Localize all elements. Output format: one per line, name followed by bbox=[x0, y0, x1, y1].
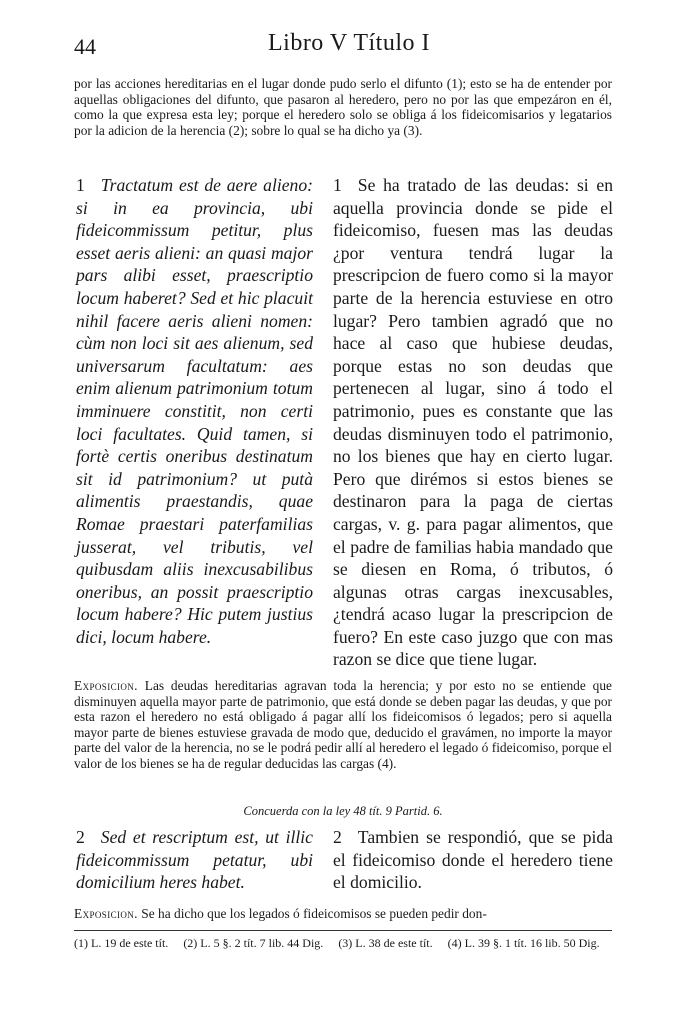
running-head: Libro V Título I bbox=[267, 30, 430, 56]
exposicion-2 bbox=[74, 906, 612, 922]
exposicion-body-2: Se ha dicho que los legados ó fideicomisos se pueden pedir don- bbox=[141, 906, 487, 921]
concordance-note: Concuerda con la ley 48 tít. 9 Partid. 6. bbox=[243, 804, 443, 818]
footnote-divider bbox=[74, 930, 612, 931]
latin-number-2: 2 bbox=[76, 827, 85, 847]
spanish-text-1 bbox=[333, 174, 613, 671]
spanish-number-2: 2 bbox=[333, 827, 342, 847]
intro-paragraph: por las acciones hereditarias en el lugar donde pudo serlo el difunto (1); esto se ha de entender por aquellas obligaciones del difunto, que pasaron al heredero, pero no por las que empezáron en él, como la que expresa esta ley; porque el heredero solo se obliga á los fideicomisarios y legatarios por la adicion de la herencia (2); sobre lo qual se ha dicho ya (3). bbox=[74, 76, 612, 138]
footnote: (2) L. 5 §. 2 tít. 7 lib. 44 Dig. bbox=[183, 936, 324, 950]
latin-text-2 bbox=[76, 826, 313, 894]
exposicion-body-1: Las deudas hereditarias agravan toda la herencia; y por esto no se entiende que disminuyen aquella mayor parte de patrimonio, que está donde se deben pagar las deudas, y que por esta razon el heredero no está obligado á pagar allí los fideicomisos ó legados; pero si aquella mayor parte de bienes estuviese gravada de modo que, deducido el gravámen, no importe la mayor parte del valor de la herencia, no se le podrá pedir allí al heredero el legado ó fideicomiso, porque el valor de los bienes se ha de regular deducidas las cargas (4). bbox=[74, 678, 612, 771]
footnote: (3) L. 38 de este tít. bbox=[338, 936, 433, 950]
exposicion-1 bbox=[74, 678, 612, 771]
spanish-body-2: Tambien se respondió, que se pida el fideicomiso donde el heredero tiene el domicilio. bbox=[333, 827, 613, 893]
latin-number-1: 1 bbox=[76, 175, 85, 195]
spanish-body-1: Se ha tratado de las deudas: si en aquella provincia donde se pide el fideicomiso, fuesen mas las deudas ¿por ventura tendrá lugar la prescripcion de fuero como si la mayor parte de la herencia estuviese en otro lugar? Pero tambien agradó que no hace al caso que hubiese deudas, porque estas no son deudas que pertenecen al lugar, sino á todo el patrimonio, pues es constante que las deudas disminuyen todo el patrimonio, no los bienes que hay en cierto lugar. Pero que dirémos si estos bienes se destinaron para la paga de ciertas cargas, v. g. para pagar alimentos, que el padre de familias habia mandado que se diesen en Roma, ó tributos, ó algunas otras cargas inexcusables, ¿tendrá acaso lugar la prescripcion de fuero? En este caso juzgo que con mas razon se dice que tiene lugar. bbox=[333, 175, 613, 670]
spanish-text-2 bbox=[333, 826, 613, 894]
page-header bbox=[74, 30, 624, 66]
spanish-number-1: 1 bbox=[333, 175, 342, 195]
footnotes bbox=[74, 936, 612, 950]
page-number: 44 bbox=[74, 34, 96, 59]
latin-body-2: Sed et rescriptum est, ut illic fideicommissum petatur, ubi domicilium heres habet. bbox=[76, 827, 313, 893]
footnote: (1) L. 19 de este tít. bbox=[74, 936, 169, 950]
latin-text-1 bbox=[76, 174, 313, 648]
latin-body-1: Tractatum est de aere alieno: si in ea provincia, ubi fideicommissum petitur, plus esset aeris alieni: an quasi major pars alibi esset, praescriptio locum haberet? Sed et hic placuit nihil facere aeris alieni nomen: cùm non loci sit aes alienum, sed universarum facultatum: aes enim alienum patrimonium totum imminuere constitit, non certi loci facultates. Quid tamen, si fortè certis oneribus destinatum sit id patrimonium? ut putà alimentis praestandis, quae Romae praestari paterfamilias jusserat, vel tributis, vel quibusdam aliis inexcusabilibus oneribus, an possit praescriptio locum habere? Hic putem justius dici, locum habere. bbox=[76, 175, 313, 647]
footnote: (4) L. 39 §. 1 tít. 16 lib. 50 Dig. bbox=[447, 936, 600, 950]
exposicion-label-2: Exposicion. bbox=[74, 906, 138, 921]
exposicion-label-1: Exposicion. bbox=[74, 678, 138, 693]
